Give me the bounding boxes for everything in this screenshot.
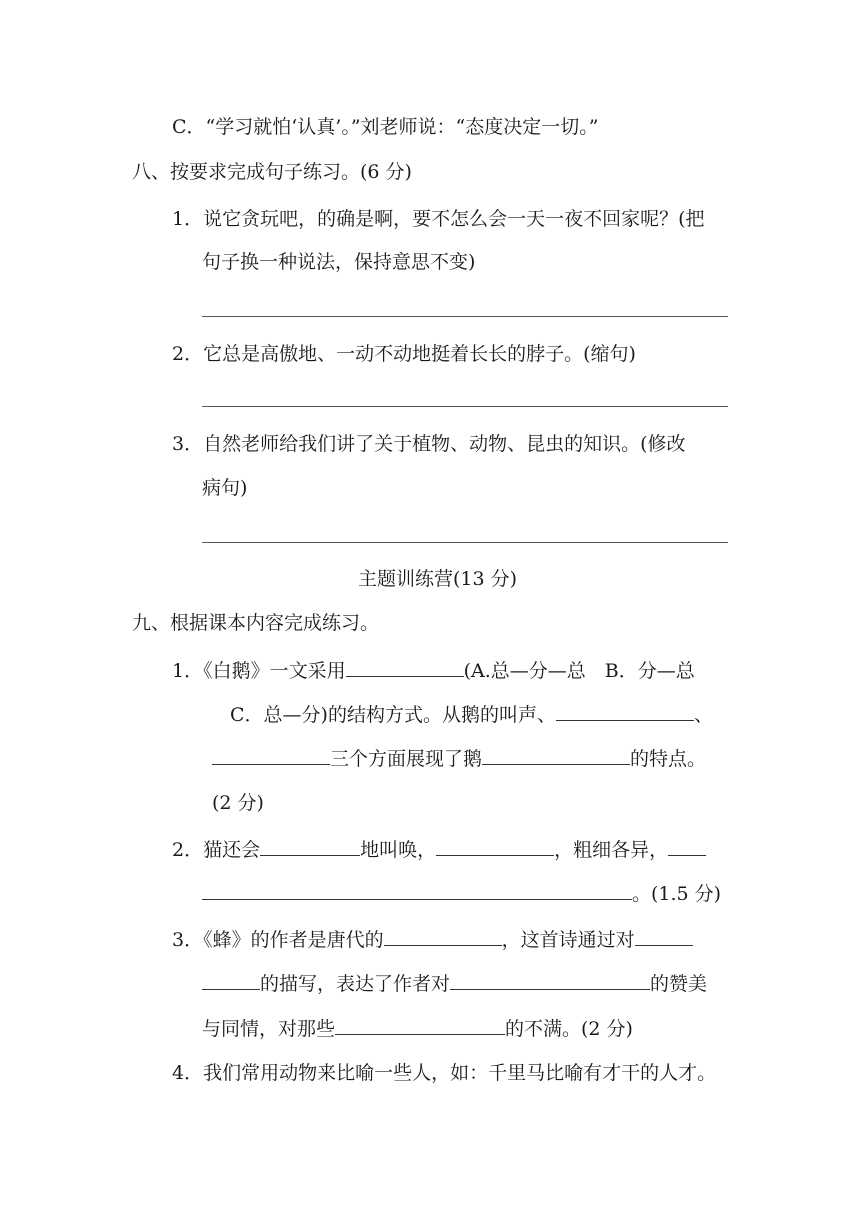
s9-q3-text-a: 3．《蜂》的作者是唐代的 — [172, 929, 384, 951]
s9-q2-blank2[interactable] — [436, 835, 554, 856]
s9-q1-text-f: 的特点。 — [630, 748, 707, 770]
s8-q2-text: 2．它总是高傲地、一动不动地挺着长长的脖子。(缩句) — [172, 343, 636, 365]
s9-q2-blank1[interactable] — [260, 835, 360, 856]
s9-q2-text-c: ，粗细各异， — [554, 839, 669, 861]
s9-q3-text-f: 的不满。(2 分) — [505, 1018, 633, 1040]
s9-q1-text-a: 1．《白鹅》一文采用 — [172, 660, 346, 682]
s9-q2-line1 — [172, 835, 706, 864]
s9-q3-text-d: 的赞美 — [650, 973, 708, 995]
s9-q1-line2 — [230, 700, 713, 729]
s8-q1-answer-line — [202, 316, 728, 317]
s8-q2-answer-line — [202, 406, 728, 407]
s9-q1-score: (2 分) — [212, 792, 264, 814]
option-c-text: C．“学习就怕‘认真’。”刘老师说：“态度决定一切。” — [172, 116, 599, 138]
s9-q3-text-c: 的描写，表达了作者对 — [260, 973, 451, 995]
s9-q3-line1 — [172, 925, 693, 954]
s9-q1-text-d: 、 — [693, 704, 713, 726]
s8-q3-answer-line — [202, 542, 728, 543]
s9-q2-blank3-cont[interactable] — [202, 879, 632, 900]
s8-q1-line2: 句子换一种说法，保持意思不变) — [202, 251, 476, 273]
s9-q3-line2 — [202, 969, 707, 998]
s9-q1-blank-trait[interactable] — [482, 744, 630, 765]
s9-q3-blank-object-cont[interactable] — [202, 969, 260, 990]
s9-q2-text-b: 地叫唤， — [360, 839, 437, 861]
s9-q3-line3 — [202, 1014, 633, 1043]
s9-q1-text-b: (A.总—分—总 B．分—总 — [463, 660, 695, 682]
s8-q1-line1: 1．说它贪玩吧，的确是啊，要不怎么会一天一夜不回家呢？(把 — [172, 208, 705, 230]
s9-q2-text-a: 2．猫还会 — [172, 839, 261, 861]
s9-q4-text: 4．我们常用动物来比喻一些人，如：千里马比喻有才干的人才。 — [172, 1062, 717, 1084]
s9-q1-line1 — [172, 656, 695, 685]
theme-heading: 主题训练营(13 分) — [358, 568, 518, 590]
s9-q1-line3 — [212, 744, 706, 773]
s9-q1-blank-aspect1[interactable] — [556, 700, 694, 721]
s9-q3-text-b: ，这首诗通过对 — [501, 929, 635, 951]
s8-q3-line2: 病句) — [202, 477, 248, 499]
s9-q1-text-e: 三个方面展现了鹅 — [330, 748, 483, 770]
s9-q1-blank-structure[interactable] — [346, 656, 464, 677]
s9-q3-blank-dissatisfaction[interactable] — [335, 1014, 505, 1035]
section-8-title: 八、按要求完成句子练习。(6 分) — [132, 161, 412, 183]
s9-q3-blank-author[interactable] — [384, 925, 502, 946]
s9-q2-text-d: 。(1.5 分) — [632, 883, 722, 905]
s9-q3-blank-praise[interactable] — [450, 969, 650, 990]
section-9-title: 九、根据课本内容完成练习。 — [132, 612, 380, 634]
s9-q1-blank-aspect2[interactable] — [212, 744, 330, 765]
s9-q1-text-c: C．总—分)的结构方式。从鹅的叫声、 — [230, 704, 556, 726]
s9-q2-blank3-start[interactable] — [668, 835, 706, 856]
s8-q3-line1: 3．自然老师给我们讲了关于植物、动物、昆虫的知识。(修改 — [172, 433, 686, 455]
s9-q3-blank-object-start[interactable] — [635, 925, 693, 946]
s9-q3-text-e: 与同情，对那些 — [202, 1018, 336, 1040]
s9-q2-line2 — [202, 879, 721, 908]
